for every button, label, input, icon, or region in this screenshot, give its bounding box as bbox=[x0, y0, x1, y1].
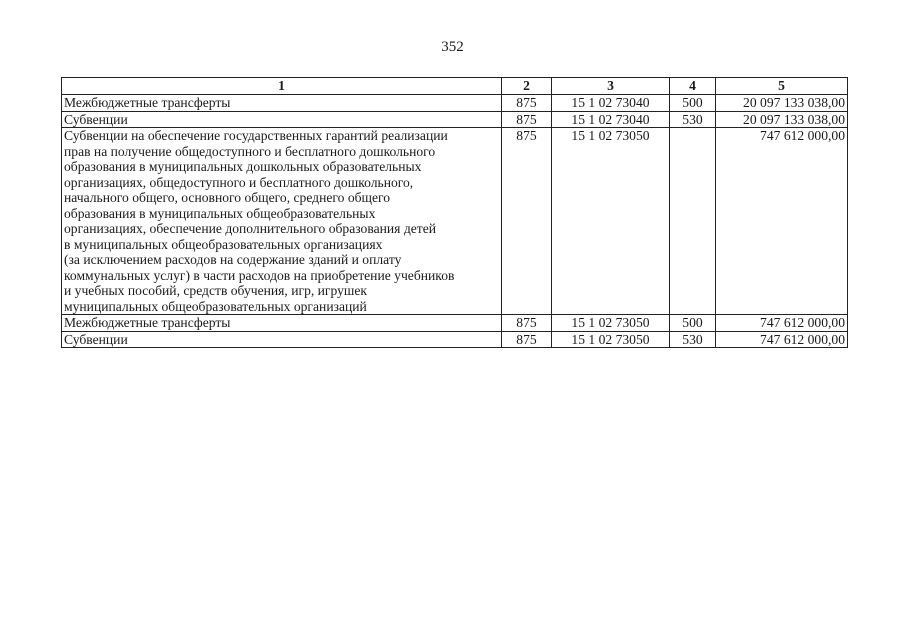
row-vr: 530 bbox=[670, 331, 716, 348]
row-name-line: прав на получение общедоступного и бесплатного дошкольного bbox=[64, 143, 436, 159]
row-name-line: образования в муниципальных общеобразовательных bbox=[64, 205, 376, 221]
row-name-line: организациях, обеспечение дополнительного образования детей bbox=[64, 221, 437, 236]
row-name: Межбюджетные трансферты bbox=[62, 95, 502, 112]
header-col-1: 1 bbox=[62, 78, 502, 95]
row-vr: 530 bbox=[670, 111, 716, 128]
row-amount: 747 612 000,00 bbox=[716, 331, 848, 348]
row-name-line: образования в муниципальных дошкольных образовательных bbox=[64, 159, 422, 174]
row-name-line: в муниципальных общеобразовательных организациях bbox=[64, 236, 383, 252]
row-grbs: 875 bbox=[502, 331, 552, 348]
table-header-row bbox=[62, 78, 848, 95]
row-amount: 747 612 000,00 bbox=[716, 315, 848, 332]
row-csr: 15 1 02 73050 bbox=[552, 128, 670, 315]
row-grbs: 875 bbox=[502, 315, 552, 332]
row-vr: 500 bbox=[670, 95, 716, 112]
row-amount: 20 097 133 038,00 bbox=[716, 111, 848, 128]
budget-table bbox=[61, 77, 848, 348]
row-vr bbox=[670, 128, 716, 315]
row-csr: 15 1 02 73040 bbox=[552, 111, 670, 128]
page-number: 352 bbox=[441, 39, 464, 55]
row-name: Субвенции bbox=[62, 111, 502, 128]
row-name-line: муниципальных общеобразовательных организаций bbox=[64, 298, 367, 314]
row-name: Субвенции bbox=[62, 331, 502, 348]
table-row bbox=[62, 111, 848, 128]
table-row bbox=[62, 315, 848, 332]
row-amount: 20 097 133 038,00 bbox=[716, 95, 848, 112]
header-col-4: 4 bbox=[670, 78, 716, 95]
row-name-line: начального общего, основного общего, среднего общего bbox=[64, 190, 391, 205]
row-csr: 15 1 02 73040 bbox=[552, 95, 670, 112]
row-name-line: Субвенции на обеспечение государственных гарантий реализации bbox=[64, 128, 448, 143]
row-name-line: и учебных пособий, средств обучения, игр, игрушек bbox=[64, 283, 368, 298]
table-row bbox=[62, 95, 848, 112]
row-csr: 15 1 02 73050 bbox=[552, 331, 670, 348]
header-col-5: 5 bbox=[716, 78, 848, 95]
row-grbs: 875 bbox=[502, 95, 552, 112]
table-row bbox=[62, 128, 848, 315]
row-grbs: 875 bbox=[502, 128, 552, 315]
row-csr: 15 1 02 73050 bbox=[552, 315, 670, 332]
table-row bbox=[62, 331, 848, 348]
row-vr: 500 bbox=[670, 315, 716, 332]
row-name-line: коммунальных услуг) в части расходов на приобретение учебников bbox=[64, 267, 455, 283]
header-col-3: 3 bbox=[552, 78, 670, 95]
row-amount: 747 612 000,00 bbox=[716, 128, 848, 315]
row-name-line: (за исключением расходов на содержание зданий и оплату bbox=[64, 252, 402, 267]
row-name-multiline bbox=[62, 128, 502, 315]
row-name-line: организациях, общедоступного и бесплатного дошкольного, bbox=[64, 174, 414, 190]
header-col-2: 2 bbox=[502, 78, 552, 95]
row-name: Межбюджетные трансферты bbox=[62, 315, 502, 332]
row-grbs: 875 bbox=[502, 111, 552, 128]
